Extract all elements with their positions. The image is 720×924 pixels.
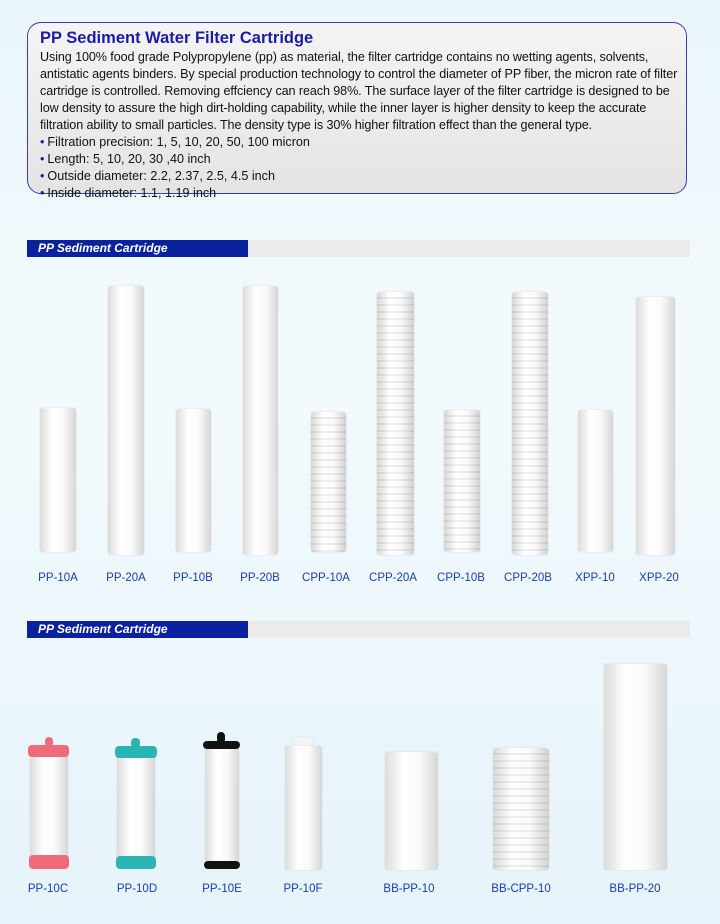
product-label: BB-PP-10 [383, 883, 435, 895]
product-image-pp-10f [285, 746, 322, 870]
product-label: CPP-10B [437, 572, 485, 584]
product-image-pp-10d [117, 755, 155, 863]
section-header-2 [27, 621, 690, 638]
black-base [204, 861, 240, 869]
page-title: PP Sediment Water Filter Cartridge [40, 29, 314, 47]
section-header-1 [27, 240, 690, 257]
product-label: CPP-20A [369, 572, 417, 584]
product-image-pp-20a [108, 286, 144, 555]
spec-item [40, 151, 686, 168]
product-image-cpp-20b [512, 292, 548, 555]
product-label: CPP-20B [504, 572, 552, 584]
product-label: BB-CPP-10 [491, 883, 551, 895]
product-label: PP-10C [27, 883, 69, 895]
spec-item [40, 134, 686, 151]
spec-item [40, 168, 686, 185]
intro-description: Using 100% food grade Polypropylene (pp) as material, the filter cartridge contains no wetting agents, solvents, antistatic agents binders. By special production technology to control the diameter of PP fiber, the micron rate of filter cartridge is controlled. Removing effciency can reach 98%. The surface layer of the filter cartridge is designed to be low density to assure the high dirt-holding capability, while the inner layer is higher density to keep the accurate filtration ability to small particles. The density type is 30% higher filtration effect than the general type. [40, 50, 678, 132]
bullet: • [40, 152, 45, 166]
pink-base [29, 855, 69, 869]
product-image-pp-10a [40, 408, 76, 552]
bullet: • [40, 135, 45, 149]
product-label: BB-PP-20 [609, 883, 661, 895]
product-label: PP-10E [202, 883, 242, 895]
product-label: PP-20A [106, 572, 146, 584]
product-image-bb-pp-10 [385, 752, 438, 870]
product-image-bb-pp-20 [604, 664, 667, 870]
bullet: • [40, 169, 45, 183]
product-label: PP-10D [116, 883, 158, 895]
product-label: PP-20B [240, 572, 280, 584]
product-label: PP-10F [283, 883, 323, 895]
product-label: PP-10B [173, 572, 213, 584]
product-label: PP-10A [38, 572, 78, 584]
product-label: XPP-20 [639, 572, 679, 584]
section-title: PP Sediment Cartridge [27, 240, 248, 257]
product-image-cpp-20a [377, 292, 414, 555]
spec-text: Length: 5, 10, 20, 30 ,40 inch [47, 152, 211, 166]
section-title: PP Sediment Cartridge [27, 621, 248, 638]
product-label: XPP-10 [575, 572, 615, 584]
product-image-bb-cpp-10 [493, 748, 549, 870]
product-image-xpp-10 [578, 410, 613, 552]
teal-base [116, 856, 156, 869]
product-image-pp-20b [243, 286, 278, 555]
bullet: • [40, 186, 45, 200]
product-image-cpp-10b [444, 410, 480, 552]
product-label: CPP-10A [302, 572, 350, 584]
spec-text: Filtration precision: 1, 5, 10, 20, 50, 100 micron [47, 135, 310, 149]
spec-list [40, 134, 686, 202]
product-image-cpp-10a [311, 412, 346, 552]
intro-panel [27, 22, 687, 200]
spec-text: Inside diameter: 1.1, 1.19 inch [47, 186, 217, 200]
teal-cap [115, 746, 157, 758]
pink-cap [28, 745, 69, 757]
spec-item [40, 185, 686, 202]
product-image-xpp-20 [636, 297, 675, 555]
product-image-pp-10c [30, 752, 68, 862]
spec-text: Outside diameter: 2.2, 2.37, 2.5, 4.5 inch [47, 169, 275, 183]
product-image-pp-10b [176, 409, 211, 552]
black-cap [203, 741, 240, 749]
product-image-pp-10e [205, 745, 239, 863]
